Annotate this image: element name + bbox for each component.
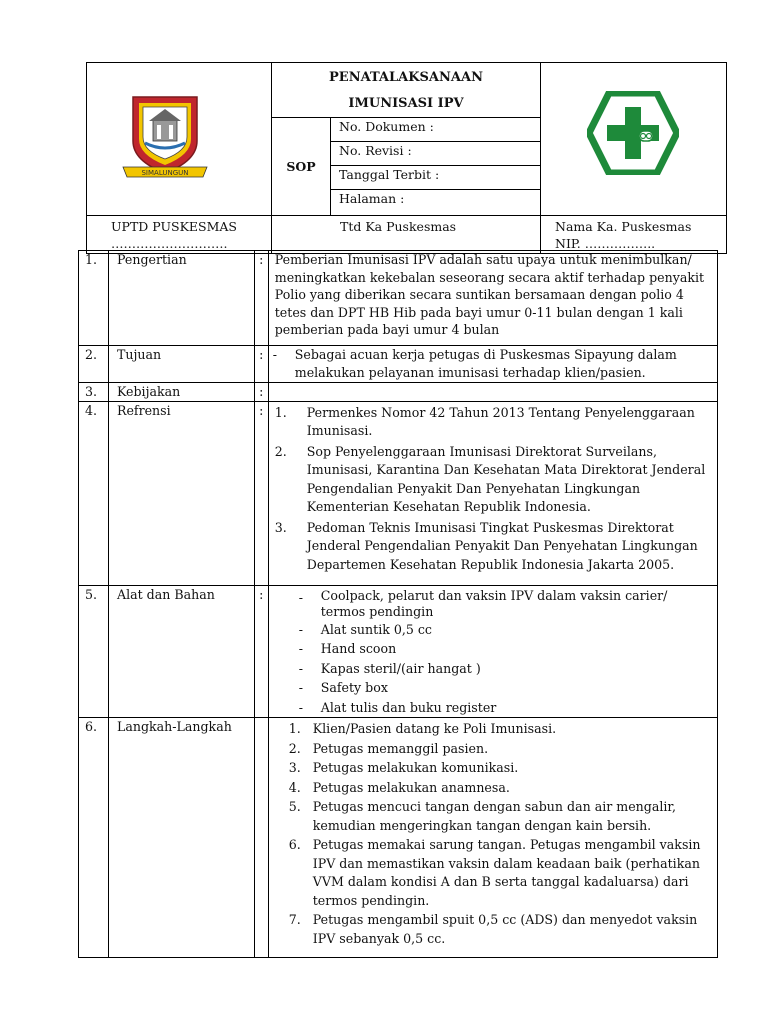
head-nip: NIP. …………….. bbox=[555, 236, 656, 251]
page-field: Halaman : bbox=[331, 190, 541, 216]
title-line-2: IMUNISASI IPV bbox=[348, 96, 464, 111]
doc-number-field: No. Dokumen : bbox=[331, 118, 541, 142]
table-row bbox=[79, 401, 718, 585]
sop-content-table bbox=[78, 250, 718, 958]
emblem-banner-text: SIMALUNGUN bbox=[141, 169, 189, 177]
row-colon: : bbox=[254, 401, 268, 585]
list-item: 1. Klien/Pasien datang ke Poli Imunisasi. bbox=[288, 721, 557, 736]
row-number: 4. bbox=[79, 401, 109, 585]
row-colon: : bbox=[254, 585, 268, 718]
unit-name: UPTD PUSKESMAS bbox=[111, 219, 237, 234]
row-number: 1. bbox=[79, 251, 109, 346]
right-logo-cell bbox=[541, 63, 727, 216]
list-item: - Safety box bbox=[298, 680, 388, 695]
row-number: 3. bbox=[79, 383, 109, 402]
row-colon bbox=[254, 718, 268, 958]
row-colon: : bbox=[254, 383, 268, 402]
list-item: 6. Petugas memakai sarung tangan. Petugas mengambil vaksin IPV dan memastikan vaksin dalam keadaan baik (perhatikan VVM dalam kondisi A dan B serta tanggal kadaluarsa) dari termos pendingin. bbox=[288, 837, 701, 908]
unit-cell bbox=[87, 216, 272, 254]
revision-field: No. Revisi : bbox=[331, 142, 541, 166]
signature-cell: Ttd Ka Puskesmas bbox=[272, 216, 541, 254]
row-label: Refrensi bbox=[108, 401, 254, 585]
puskesmas-logo-icon bbox=[587, 91, 679, 175]
list-item: 4. Petugas melakukan anamnesa. bbox=[288, 779, 510, 795]
row-colon: : bbox=[254, 346, 268, 383]
list-item: 7. Petugas mengambil spuit 0,5 cc (ADS) dan menyedot vaksin IPV sebanyak 0,5 cc. bbox=[288, 912, 698, 946]
row-label: Tujuan bbox=[108, 346, 254, 383]
unit-dots: ………………………. bbox=[111, 236, 228, 251]
list-item: 5. Petugas mencuci tangan dengan sabun dan air mengalir, kemudian mengeringkan tangan dengan kain bersih. bbox=[288, 799, 677, 833]
row-label: Alat dan Bahan bbox=[108, 585, 254, 718]
kebijakan-text bbox=[268, 383, 717, 402]
tujuan-text: Sebagai acuan kerja petugas di Puskesmas Sipayung dalam melakukan pelayanan imunisasi terhadap klien/pasien. bbox=[294, 347, 677, 380]
bullet-marker: - bbox=[272, 347, 278, 362]
simalungun-emblem-icon bbox=[115, 91, 215, 183]
list-item: - Alat tulis dan buku register bbox=[298, 699, 497, 715]
table-row bbox=[79, 251, 718, 346]
table-row bbox=[79, 346, 718, 383]
row-number: 5. bbox=[79, 585, 109, 718]
list-item: - Kapas steril/(air hangat ) bbox=[298, 660, 481, 676]
list-item: 2. Petugas memanggil pasien. bbox=[288, 740, 489, 756]
pengertian-text: Pemberian Imunisasi IPV adalah satu upaya untuk menimbulkan/ meningkatkan kekebalan seseorang secara aktif terhadap penyakit Polio yang diberikan secara suntikan bersamaan dengan polio 4 tetes dan DPT HB Hib pada bayi umur 0-11 bulan dengan 1 kali pemberian pada bayi umur 4 bulan bbox=[268, 251, 717, 346]
left-logo-cell bbox=[87, 63, 272, 216]
table-row bbox=[79, 718, 718, 958]
refrensi-list bbox=[268, 401, 717, 585]
alat-bahan-list bbox=[268, 585, 717, 718]
row-label: Pengertian bbox=[108, 251, 254, 346]
document-title bbox=[272, 63, 541, 118]
langkah-list bbox=[268, 718, 717, 958]
head-cell bbox=[541, 216, 727, 254]
head-name: Nama Ka. Puskesmas bbox=[555, 219, 692, 234]
tujuan-cell bbox=[268, 346, 717, 383]
list-item: 3. Pedoman Teknis Imunisasi Tingkat Puskesmas Direktorat Jenderal Pengendalian Penyakit Dan Penyehatan Lingkungan Departemen Kesehatan Republik Indonesia Jakarta 2005. bbox=[274, 519, 698, 572]
list-item: 2. Sop Penyelenggaraan Imunisasi Direktorat Surveilans, Imunisasi, Karantina Dan Kesehatan Mata Direktorat Jenderal Pengendalian Penyakit Dan Penyehatan Lingkungan Kementerian Kesehatan Republik Indonesia. bbox=[274, 443, 706, 514]
row-label: Kebijakan bbox=[108, 383, 254, 402]
title-line-1: PENATALAKSANAAN bbox=[329, 70, 483, 85]
publish-date-field: Tanggal Terbit : bbox=[331, 166, 541, 190]
list-item: - Coolpack, pelarut dan vaksin IPV dalam vaksin carier/ termos pendingin bbox=[298, 587, 668, 619]
list-item: 3. Petugas melakukan komunikasi. bbox=[288, 760, 519, 775]
sop-label: SOP bbox=[272, 118, 331, 216]
list-item: - Alat suntik 0,5 cc bbox=[298, 621, 432, 637]
row-label: Langkah-Langkah bbox=[108, 718, 254, 958]
header-table bbox=[86, 62, 727, 254]
row-number: 2. bbox=[79, 346, 109, 383]
list-item: - Hand scoon bbox=[298, 641, 397, 656]
table-row bbox=[79, 585, 718, 718]
row-colon: : bbox=[254, 251, 268, 346]
table-row bbox=[79, 383, 718, 402]
row-number: 6. bbox=[79, 718, 109, 958]
list-item: 1. Permenkes Nomor 42 Tahun 2013 Tentang Penyelenggaraan Imunisasi. bbox=[274, 404, 695, 438]
